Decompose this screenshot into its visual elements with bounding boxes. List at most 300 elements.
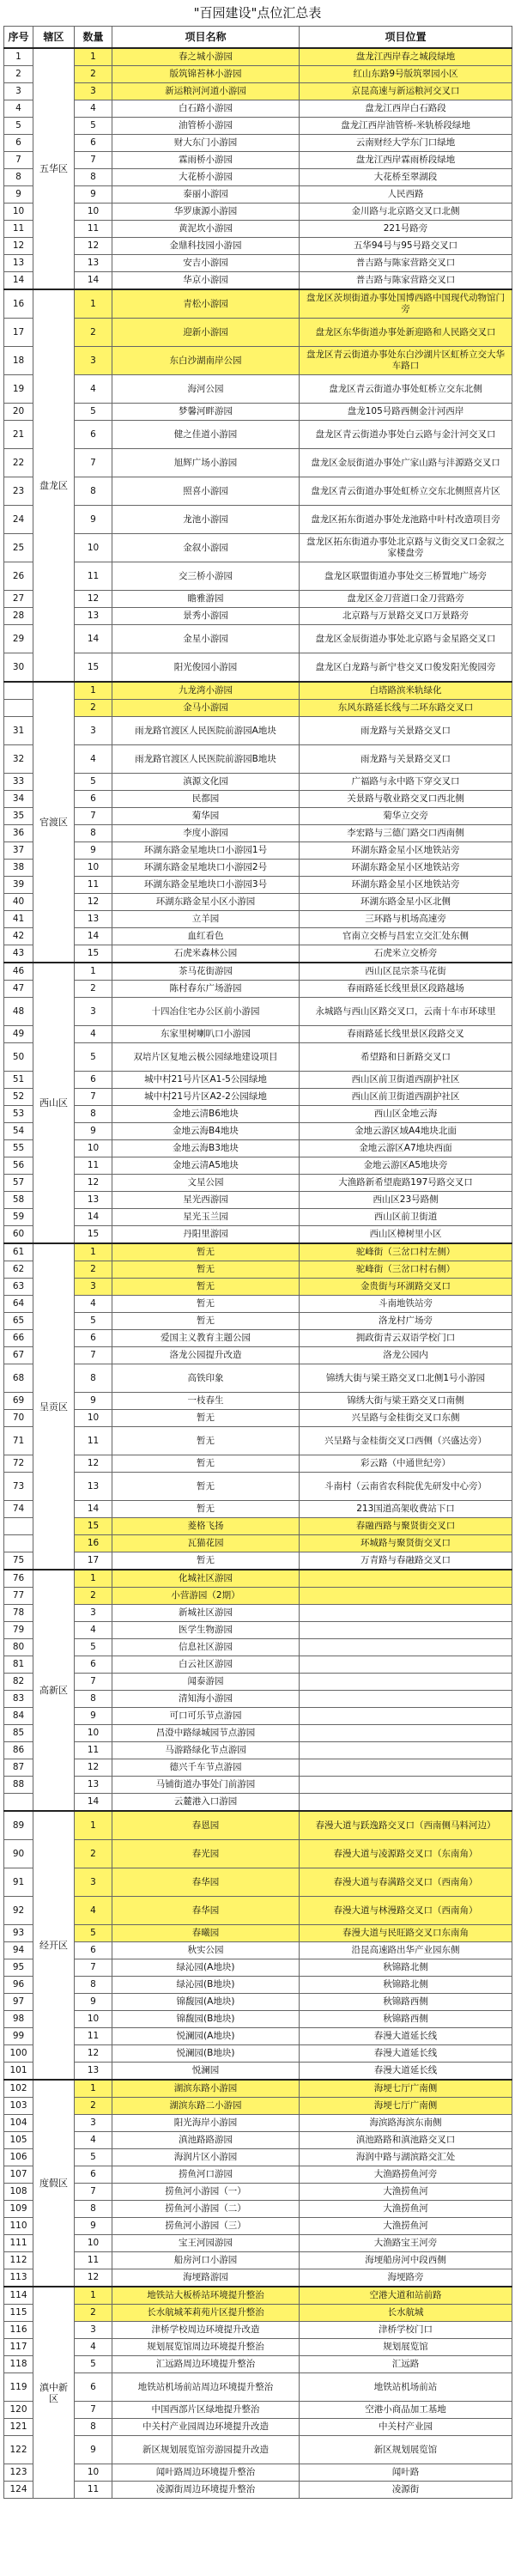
cell-count: 5	[75, 1925, 112, 1942]
cell-project-location: 沿昆高速路出华产业园东侧	[300, 1942, 512, 1959]
cell-seq: 32	[4, 745, 33, 774]
cell-count: 4	[75, 1622, 112, 1639]
cell-seq: 24	[4, 506, 33, 534]
cell-district: 官渡区	[33, 682, 75, 963]
cell-seq: 79	[4, 1622, 33, 1639]
cell-count: 8	[75, 825, 112, 842]
cell-count: 8	[75, 1106, 112, 1123]
table-row	[4, 1427, 512, 1455]
table-row	[4, 877, 512, 894]
table-row	[4, 2184, 512, 2201]
cell-project-name: 城中村21号片区A1-5公园绿地	[112, 1072, 300, 1089]
cell-project-location: 盘龙105号路西侧金汁河西岸	[300, 404, 512, 421]
cell-count: 5	[75, 774, 112, 791]
table-row	[4, 255, 512, 272]
cell-count: 9	[75, 1393, 112, 1410]
cell-project-name: 旭辉广场小游园	[112, 449, 300, 477]
document-title: "百园建设"点位汇总表	[193, 5, 322, 21]
cell-project-name: 陈村春东广场游园	[112, 981, 300, 998]
cell-seq: 80	[4, 1639, 33, 1656]
cell-seq: 23	[4, 477, 33, 506]
cell-project-name: 雨龙路官渡区人民医院前游园A地块	[112, 717, 300, 745]
cell-project-name: 白石路小游园	[112, 100, 300, 118]
cell-project-location: 春漫大道与林漫路交叉口（西南角）	[300, 1897, 512, 1925]
table-row	[4, 963, 512, 981]
cell-seq: 35	[4, 808, 33, 825]
cell-project-name: 黄泥坎小游园	[112, 221, 300, 238]
cell-project-location	[300, 1622, 512, 1639]
cell-project-location: 西山区樟树里小区	[300, 1226, 512, 1244]
cell-seq: 16	[4, 289, 33, 319]
cell-project-name: 金地云海B3地块	[112, 1140, 300, 1157]
cell-project-location: 西山区前卫街道西副护社区	[300, 1089, 512, 1106]
cell-seq: 46	[4, 963, 33, 981]
cell-project-location: 京昆高速与新运粮河交叉口	[300, 83, 512, 100]
cell-count: 2	[75, 700, 112, 717]
cell-seq: 68	[4, 1364, 33, 1393]
cell-seq: 58	[4, 1192, 33, 1209]
cell-seq: 83	[4, 1691, 33, 1708]
cell-project-name: 石虎米森林公园	[112, 945, 300, 963]
cell-seq: 74	[4, 1501, 33, 1518]
cell-count: 5	[75, 1043, 112, 1072]
cell-project-location: 海埂路旁	[300, 2269, 512, 2287]
cell-count: 10	[75, 2235, 112, 2252]
cell-project-name: 财大东门小游园	[112, 135, 300, 152]
table-row	[4, 2356, 512, 2373]
cell-count: 2	[75, 319, 112, 347]
cell-count: 11	[75, 877, 112, 894]
cell-project-location: 盘龙区青云街道办事处东白沙湖片区虹桥立交大华车路口	[300, 347, 512, 375]
cell-project-name: 高铁印象	[112, 1364, 300, 1393]
table-row	[4, 998, 512, 1026]
cell-project-name: 文星公园	[112, 1175, 300, 1192]
cell-seq	[4, 682, 33, 700]
table-row	[4, 1072, 512, 1089]
cell-project-name: 马铺街道办事处门前游园	[112, 1777, 300, 1794]
table-row	[4, 653, 512, 683]
cell-count: 10	[75, 2011, 112, 2028]
table-row	[4, 1570, 512, 1588]
table-row	[4, 608, 512, 625]
table-row	[4, 2132, 512, 2149]
table-row	[4, 404, 512, 421]
cell-project-location: 大渔捞鱼河	[300, 2201, 512, 2218]
cell-project-location: 洛龙公园内	[300, 1347, 512, 1364]
cell-count: 9	[75, 1708, 112, 1725]
cell-count: 5	[75, 2356, 112, 2373]
cell-project-location: 环湖东路金星小区地铁站旁	[300, 877, 512, 894]
table-row	[4, 1192, 512, 1209]
cell-project-location: 洛龙村广场旁	[300, 1313, 512, 1330]
cell-project-name: 云麓港入口游园	[112, 1794, 300, 1812]
table-row	[4, 1656, 512, 1674]
cell-count: 6	[75, 421, 112, 449]
cell-seq: 57	[4, 1175, 33, 1192]
cell-project-location	[300, 1708, 512, 1725]
cell-seq: 91	[4, 1868, 33, 1897]
cell-project-location: 长水航城	[300, 2305, 512, 2322]
cell-district: 呈贡区	[33, 1243, 75, 1570]
cell-seq: 63	[4, 1279, 33, 1296]
cell-project-location: 北京路与万景路交叉口万景路旁	[300, 608, 512, 625]
table-row	[4, 1226, 512, 1244]
cell-count: 15	[75, 1518, 112, 1535]
cell-project-name: 医学生物游园	[112, 1622, 300, 1639]
cell-project-location: 中关村产业园	[300, 2419, 512, 2436]
cell-count: 1	[75, 963, 112, 981]
cell-count: 1	[75, 2287, 112, 2305]
cell-count: 8	[75, 2201, 112, 2218]
table-row	[4, 1089, 512, 1106]
table-row	[4, 477, 512, 506]
table-row	[4, 2373, 512, 2402]
cell-project-name: 金星小游园	[112, 625, 300, 653]
cell-seq: 30	[4, 653, 33, 683]
cell-seq: 69	[4, 1393, 33, 1410]
cell-project-name: 化城社区游园	[112, 1570, 300, 1588]
cell-project-name: 中关村产业园周边环境提升改造	[112, 2419, 300, 2436]
cell-count: 7	[75, 1959, 112, 1977]
cell-count: 6	[75, 135, 112, 152]
cell-project-name: 龙池小游园	[112, 506, 300, 534]
table-row	[4, 2419, 512, 2436]
cell-project-location: 凌源街	[300, 2482, 512, 2499]
cell-count: 3	[75, 347, 112, 375]
cell-count: 14	[75, 272, 112, 290]
table-row	[4, 221, 512, 238]
cell-count: 3	[75, 1279, 112, 1296]
table-row	[4, 2269, 512, 2287]
cell-seq: 103	[4, 2098, 33, 2115]
cell-count: 8	[75, 1977, 112, 1994]
table-row	[4, 911, 512, 928]
cell-seq: 51	[4, 1072, 33, 1089]
cell-seq: 112	[4, 2252, 33, 2269]
cell-project-name: 照喜小游园	[112, 477, 300, 506]
cell-count: 3	[75, 998, 112, 1026]
cell-project-location: 春雨路延长线里景区段路越场	[300, 981, 512, 998]
cell-project-name: 华京小游园	[112, 272, 300, 290]
cell-seq: 42	[4, 928, 33, 945]
cell-project-location: 拥政街青云双语学校门口	[300, 1330, 512, 1347]
table-row	[4, 1243, 512, 1261]
cell-project-location: 万青路与春融路交叉口	[300, 1552, 512, 1571]
cell-project-name: 捞鱼河小游园（二）	[112, 2201, 300, 2218]
cell-count: 5	[75, 2149, 112, 2166]
cell-seq: 56	[4, 1157, 33, 1175]
cell-seq: 43	[4, 945, 33, 963]
cell-seq: 64	[4, 1296, 33, 1313]
table-row	[4, 1043, 512, 1072]
cell-seq: 76	[4, 1570, 33, 1588]
cell-count: 13	[75, 255, 112, 272]
cell-count: 4	[75, 1026, 112, 1043]
cell-seq: 124	[4, 2482, 33, 2499]
cell-project-location: 云南财经大学东门口绿地	[300, 135, 512, 152]
cell-project-name: 暂无	[112, 1552, 300, 1571]
cell-seq: 119	[4, 2373, 33, 2402]
cell-seq: 82	[4, 1674, 33, 1691]
table-row	[4, 1410, 512, 1427]
table-row	[4, 1674, 512, 1691]
cell-count: 17	[75, 1552, 112, 1571]
table-row	[4, 774, 512, 791]
cell-project-name: 昌澄中路绿城园节点游园	[112, 1725, 300, 1742]
cell-seq: 14	[4, 272, 33, 290]
cell-project-name: 暂无	[112, 1427, 300, 1455]
cell-project-location: 石虎米立交桥旁	[300, 945, 512, 963]
cell-project-name: 船房河口小游园	[112, 2252, 300, 2269]
cell-project-name: 长水航城苯莉苑片区提升整治	[112, 2305, 300, 2322]
cell-project-location: 盘龙区茨坝街道办事处国博西路中国现代动物馆门旁	[300, 289, 512, 319]
table-row	[4, 169, 512, 186]
cell-project-name: 一枝春生	[112, 1393, 300, 1410]
table-row	[4, 1994, 512, 2011]
cell-project-location	[300, 1588, 512, 1605]
cell-count: 10	[75, 1140, 112, 1157]
table-row	[4, 981, 512, 998]
cell-project-location: 海埂七厅广南侧	[300, 2098, 512, 2115]
table-row	[4, 1175, 512, 1192]
table-row	[4, 1157, 512, 1175]
cell-project-location: 金贵街与环湖路交叉口	[300, 1279, 512, 1296]
cell-seq: 13	[4, 255, 33, 272]
table-row	[4, 238, 512, 255]
cell-project-name: 李度小游园	[112, 825, 300, 842]
cell-project-name: 悦澜园(A地块)	[112, 2028, 300, 2045]
table-row	[4, 1279, 512, 1296]
cell-seq: 10	[4, 204, 33, 221]
table-row	[4, 591, 512, 608]
cell-project-name: 绿沁园(A地块)	[112, 1959, 300, 1977]
table-row	[4, 860, 512, 877]
cell-seq: 87	[4, 1759, 33, 1777]
cell-seq: 105	[4, 2132, 33, 2149]
table-row	[4, 825, 512, 842]
cell-project-location: 津桥学校门口	[300, 2322, 512, 2339]
cell-project-location: 三环路与机场高速旁	[300, 911, 512, 928]
cell-seq: 92	[4, 1897, 33, 1925]
table-row	[4, 2482, 512, 2499]
cell-count: 6	[75, 1656, 112, 1674]
table-row	[4, 118, 512, 135]
cell-count: 9	[75, 506, 112, 534]
table-row	[4, 1026, 512, 1043]
cell-count: 14	[75, 1209, 112, 1226]
cell-count: 15	[75, 653, 112, 683]
cell-count: 11	[75, 221, 112, 238]
cell-project-name: 交三桥小游园	[112, 562, 300, 591]
table-row	[4, 1209, 512, 1226]
cell-project-location: 空港大道和站前路	[300, 2287, 512, 2305]
cell-project-name: 滇池路路游园	[112, 2132, 300, 2149]
cell-project-location: 大渔路新希望鹿路197号路交叉口	[300, 1175, 512, 1192]
cell-seq: 67	[4, 1347, 33, 1364]
cell-count: 10	[75, 534, 112, 562]
cell-project-location: 闻叶路	[300, 2464, 512, 2482]
cell-project-location: 金地云游区A7地块西面	[300, 1140, 512, 1157]
cell-project-location: 锦绣大街与梁王路交叉口北侧1号小游园	[300, 1364, 512, 1393]
cell-seq: 21	[4, 421, 33, 449]
cell-project-location: 春漫大道延长线	[300, 2063, 512, 2081]
cell-project-location: 春漫大道与民旺路交叉口东南角	[300, 1925, 512, 1942]
cell-seq: 106	[4, 2149, 33, 2166]
table-row	[4, 506, 512, 534]
cell-project-name: 锦馥园(B地块)	[112, 2011, 300, 2028]
cell-seq: 28	[4, 608, 33, 625]
cell-count: 2	[75, 66, 112, 83]
cell-count: 1	[75, 1570, 112, 1588]
cell-project-name: 悦澜园	[112, 2063, 300, 2081]
header-seq: 序号	[4, 27, 33, 49]
table-row	[4, 2339, 512, 2356]
cell-count: 8	[75, 1364, 112, 1393]
table-row	[4, 791, 512, 808]
cell-project-location	[300, 1777, 512, 1794]
cell-project-name: 规划展览馆周边环境提升整治	[112, 2339, 300, 2356]
table-row	[4, 928, 512, 945]
cell-count: 4	[75, 100, 112, 118]
table-row	[4, 1639, 512, 1656]
cell-project-location: 李宏路与三德门路交口西南侧	[300, 825, 512, 842]
cell-project-location	[300, 1725, 512, 1742]
cell-project-location: 环湖东路金星小区地铁站旁	[300, 842, 512, 860]
cell-project-name: 洛龙公园提升改造	[112, 1347, 300, 1364]
cell-project-location: 空港小商品加工基地	[300, 2402, 512, 2419]
cell-seq	[4, 700, 33, 717]
cell-seq: 6	[4, 135, 33, 152]
cell-count: 5	[75, 1639, 112, 1656]
cell-count: 7	[75, 152, 112, 169]
cell-project-name: 景秀小游园	[112, 608, 300, 625]
cell-project-name: 海润片区小游园	[112, 2149, 300, 2166]
cell-project-name: 新区规划展览馆旁游园提升改造	[112, 2436, 300, 2464]
cell-count: 3	[75, 83, 112, 100]
cell-project-location: 雨龙路与关景路交叉口	[300, 717, 512, 745]
cell-project-name: 阳光俊园小游园	[112, 653, 300, 683]
cell-seq: 11	[4, 221, 33, 238]
cell-project-name: 暂无	[112, 1296, 300, 1313]
cell-district: 盘龙区	[33, 289, 75, 682]
cell-seq: 12	[4, 238, 33, 255]
cell-project-location: 西山区金地云海	[300, 1106, 512, 1123]
cell-seq: 77	[4, 1588, 33, 1605]
cell-project-name: 春光园	[112, 1840, 300, 1868]
cell-project-name: 可口可乐节点游园	[112, 1708, 300, 1725]
cell-seq: 18	[4, 347, 33, 375]
cell-seq: 107	[4, 2166, 33, 2184]
table-row	[4, 1347, 512, 1364]
cell-seq: 78	[4, 1605, 33, 1622]
cell-district: 滇中新区	[33, 2287, 75, 2499]
cell-count: 13	[75, 911, 112, 928]
cell-seq	[4, 1535, 33, 1552]
cell-project-name: 霖雨桥小游园	[112, 152, 300, 169]
cell-project-location: 盘龙区青云街道办事处白云路与金汁河交叉口	[300, 421, 512, 449]
cell-district: 五华区	[33, 48, 75, 289]
cell-project-location: 规划展览馆	[300, 2339, 512, 2356]
cell-seq: 55	[4, 1140, 33, 1157]
cell-project-location: 西山区前卫街道	[300, 1209, 512, 1226]
cell-seq: 66	[4, 1330, 33, 1347]
table-row	[4, 534, 512, 562]
header-row	[4, 27, 512, 49]
cell-seq: 73	[4, 1473, 33, 1501]
cell-project-name: 迎新小游园	[112, 319, 300, 347]
table-row	[4, 1330, 512, 1347]
cell-project-name: 暂无	[112, 1243, 300, 1261]
cell-district: 高新区	[33, 1570, 75, 1811]
table-row	[4, 1868, 512, 1897]
table-row	[4, 1455, 512, 1473]
cell-count: 11	[75, 2252, 112, 2269]
cell-seq: 118	[4, 2356, 33, 2373]
cell-project-location: 五华94号与95号路交叉口	[300, 238, 512, 255]
cell-seq: 29	[4, 625, 33, 653]
cell-project-name: 雨龙路官渡区人民医院前游园B地块	[112, 745, 300, 774]
cell-count: 10	[75, 2464, 112, 2482]
cell-project-location: 环城路与聚贤街交叉口	[300, 1535, 512, 1552]
table-row	[4, 152, 512, 169]
cell-seq: 70	[4, 1410, 33, 1427]
table-row	[4, 1501, 512, 1518]
cell-project-name: 华罗康源小游园	[112, 204, 300, 221]
cell-count: 9	[75, 842, 112, 860]
cell-count: 10	[75, 1725, 112, 1742]
cell-project-name: 海河公园	[112, 375, 300, 404]
cell-project-location: 白塔路滨米轨绿化	[300, 682, 512, 700]
cell-project-name: 暂无	[112, 1501, 300, 1518]
table-row	[4, 1794, 512, 1812]
table-row	[4, 83, 512, 100]
cell-project-location: 盘龙江西岸春之城段绿地	[300, 48, 512, 66]
cell-seq: 31	[4, 717, 33, 745]
cell-count: 7	[75, 808, 112, 825]
cell-seq: 88	[4, 1777, 33, 1794]
cell-project-name: 暂无	[112, 1261, 300, 1279]
cell-seq: 60	[4, 1226, 33, 1244]
cell-project-name: 春华园	[112, 1897, 300, 1925]
table-row	[4, 2028, 512, 2045]
cell-count: 1	[75, 48, 112, 66]
cell-project-location: 斗南村（云南省农科院优先研发中心旁）	[300, 1473, 512, 1501]
table-row	[4, 1777, 512, 1794]
cell-project-location: 盘龙区拓东街道办事处龙池路中叶村改造项目旁	[300, 506, 512, 534]
table-row	[4, 1552, 512, 1571]
cell-seq: 17	[4, 319, 33, 347]
cell-project-name: 版筑锦苔林小游园	[112, 66, 300, 83]
summary-table	[3, 26, 512, 2499]
cell-project-location: 普吉路与陈家营路交叉口	[300, 272, 512, 290]
cell-project-name: 海埂路游园	[112, 2269, 300, 2287]
cell-project-location: 金地云游区域A4地块北面	[300, 1123, 512, 1140]
table-row	[4, 808, 512, 825]
cell-count: 2	[75, 2098, 112, 2115]
cell-project-location	[300, 1674, 512, 1691]
table-row	[4, 2436, 512, 2464]
table-row	[4, 2201, 512, 2218]
cell-count: 11	[75, 1427, 112, 1455]
header-district: 辖区	[33, 27, 75, 49]
table-row	[4, 347, 512, 375]
cell-project-name: 悦澜园(B地块)	[112, 2045, 300, 2063]
cell-seq: 33	[4, 774, 33, 791]
cell-seq: 116	[4, 2322, 33, 2339]
cell-project-location: 斗南地铁站旁	[300, 1296, 512, 1313]
cell-count: 4	[75, 745, 112, 774]
cell-project-name: 茶马花街游园	[112, 963, 300, 981]
